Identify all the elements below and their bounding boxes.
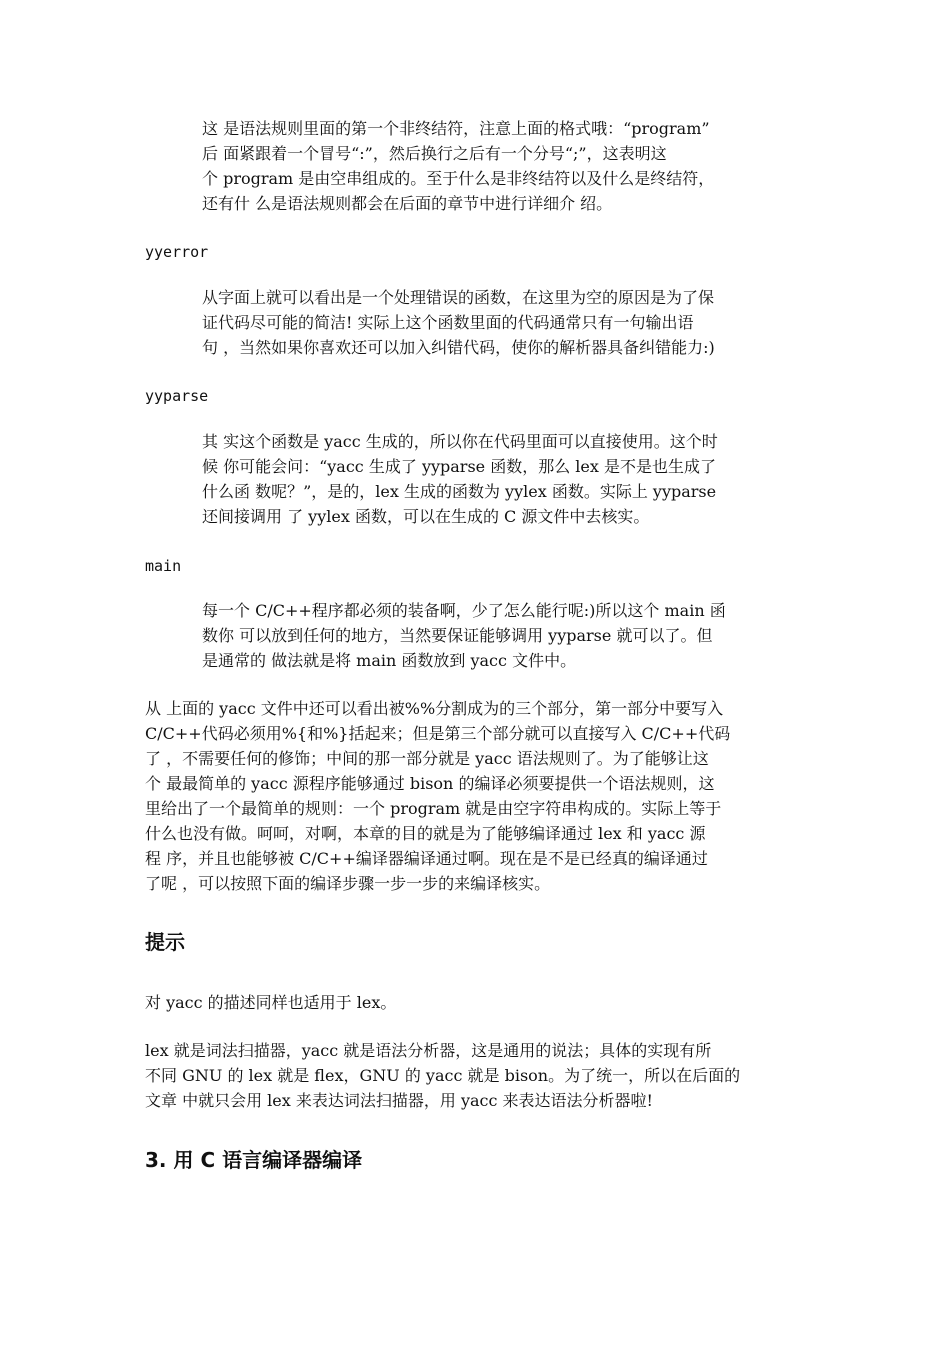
paragraph-line: 后 面紧跟着一个冒号“:”，然后换行之后有一个分号“;”，这表明这 [202, 144, 667, 163]
paragraph-line: 从 上面的 yacc 文件中还可以看出被%%分割成为的三个部分，第一部分中要写入 [145, 699, 724, 718]
paragraph-line: 候 你可能会问：“yacc 生成了 yyparse 函数，那么 lex 是不是也生成了 [202, 457, 716, 476]
tip-heading: 提示 [145, 930, 185, 954]
paragraph-line: 这 是语法规则里面的第一个非终结符，注意上面的格式哦：“program” [202, 119, 710, 138]
paragraph-line: 句 ，当然如果你喜欢还可以加入纠错代码，使你的解析器具备纠错能力:) [202, 338, 715, 357]
paragraph-line: 里给出了一个最简单的规则：一个 program 就是由空字符串构成的。实际上等于 [145, 799, 722, 818]
paragraph-line: 程 序，并且也能够被 C/C++编译器编译通过啊。现在是不是已经真的编译通过 [145, 849, 708, 868]
paragraph-line: 证代码尽可能的简洁! 实际上这个函数里面的代码通常只有一句输出语 [202, 313, 694, 332]
paragraph-line: 了 ，不需要任何的修饰；中间的那一部分就是 yacc 语法规则了。为了能够让这 [145, 749, 709, 768]
paragraph-line: 还间接调用 了 yylex 函数，可以在生成的 C 源文件中去核实。 [202, 507, 650, 526]
paragraph-line: 什么也没有做。呵呵，对啊，本章的目的就是为了能够编译通过 lex 和 yacc 源 [145, 824, 706, 843]
term-yyparse: yyparse [145, 387, 209, 405]
paragraph-line: 了呢 ，可以按照下面的编译步骤一步一步的来编译核实。 [145, 874, 551, 893]
paragraph-line: 不同 GNU 的 lex 就是 flex，GNU 的 yacc 就是 bison。为了统一，所以在后面的 [145, 1066, 741, 1085]
tip-paragraph-1: 对 yacc 的描述同样也适用于 lex。 [145, 993, 397, 1012]
term-yyerror: yyerror [145, 243, 209, 261]
paragraph-line: 个 最最简单的 yacc 源程序能够通过 bison 的编译必须要提供一个语法规则，这 [145, 774, 715, 793]
paragraph-line: 文章 中就只会用 lex 来表达词法扫描器，用 yacc 来表达语法分析器啦! [145, 1091, 653, 1110]
paragraph-line: 什么函 数呢？”，是的，lex 生成的函数为 yylex 函数。实际上 yyparse [202, 482, 717, 501]
paragraph-line: 数你 可以放到任何的地方，当然要保证能够调用 yyparse 就可以了。但 [202, 626, 713, 645]
paragraph-line: 每一个 C/C++程序都必须的装备啊，少了怎么能行呢:)所以这个 main 函 [202, 601, 726, 620]
section-3-heading: 3. 用 C 语言编译器编译 [145, 1148, 363, 1172]
paragraph-line: C/C++代码必须用%{和%}括起来；但是第三个部分就可以直接写入 C/C++代码 [145, 724, 731, 743]
paragraph-line: 是通常的 做法就是将 main 函数放到 yacc 文件中。 [202, 651, 577, 670]
paragraph-line: lex 就是词法扫描器，yacc 就是语法分析器，这是通用的说法；具体的实现有所 [145, 1041, 712, 1060]
term-main: main [145, 557, 182, 575]
paragraph-line: 其 实这个函数是 yacc 生成的，所以你在代码里面可以直接使用。这个时 [202, 432, 718, 451]
paragraph-line: 从字面上就可以看出是一个处理错误的函数，在这里为空的原因是为了保 [202, 288, 715, 307]
paragraph-line: 个 program 是由空串组成的。至于什么是非终结符以及什么是终结符， [202, 169, 715, 188]
paragraph-line: 还有什 么是语法规则都会在后面的章节中进行详细介 绍。 [202, 194, 613, 213]
